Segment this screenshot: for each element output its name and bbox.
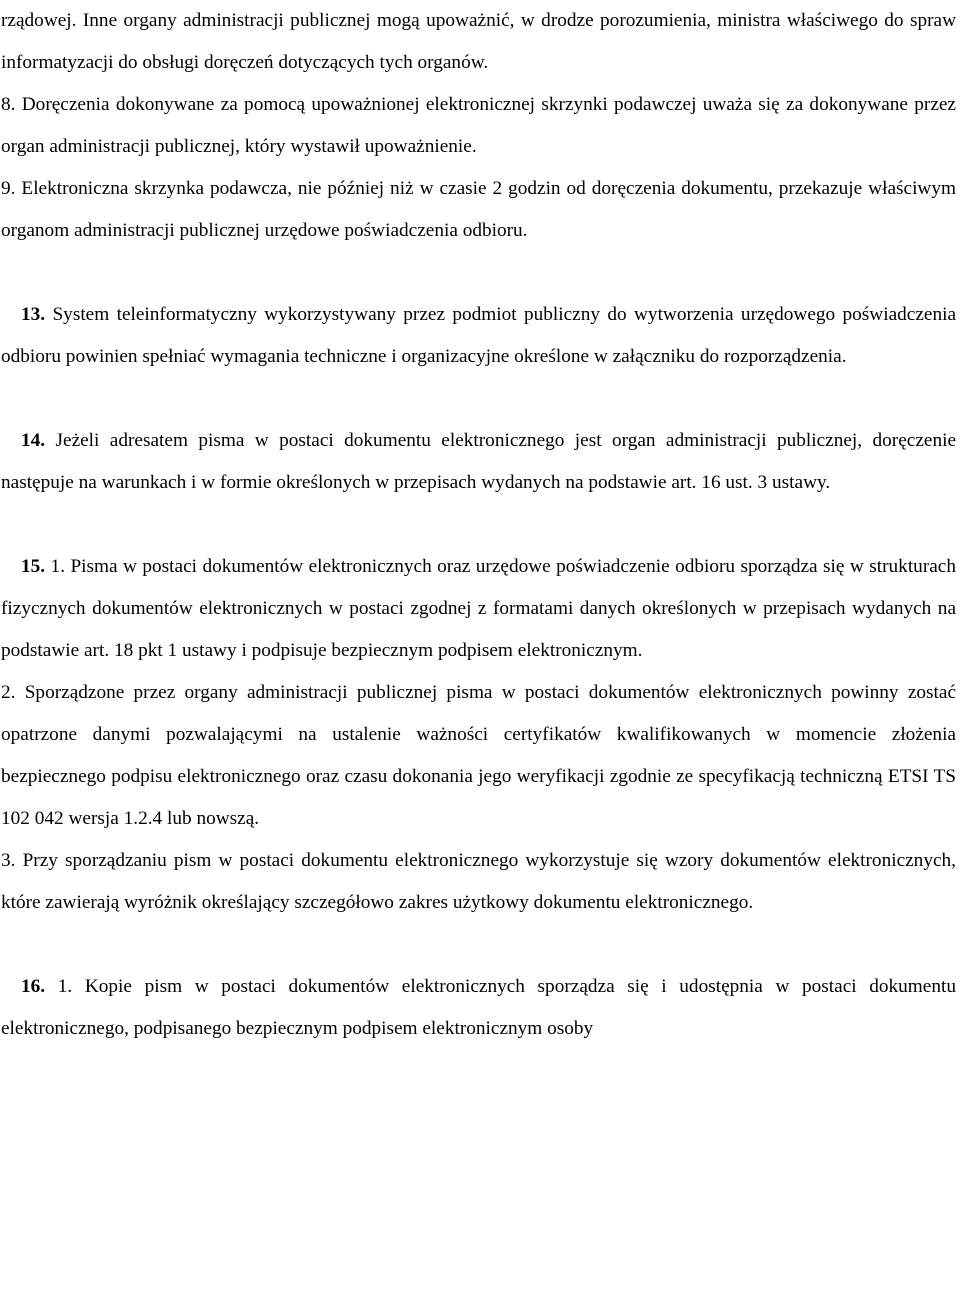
paragraph-text: System teleinformatyczny wykorzystywany przez podmiot publiczny do wytworzenia urzędowego poświadczenia odbioru powinien spełniać wymagania techniczne i organizacyjne określone w załączniku do rozporządzenia. bbox=[1, 304, 956, 367]
paragraph-section-16 bbox=[1, 966, 956, 1050]
paragraph-text: 1. Pisma w postaci dokumentów elektronicznych oraz urzędowe poświadczenie odbioru sporządza się w strukturach fizycznych dokumentów elektronicznych w postaci zgodnej z formatami danych określonych w przepisach wydanych na podstawie art. 18 pkt 1 ustawy i podpisuje bezpiecznym podpisem elektronicznym. bbox=[1, 556, 956, 661]
paragraph-section-13 bbox=[1, 294, 956, 378]
paragraph-text: 3. Przy sporządzaniu pism w postaci dokumentu elektronicznego wykorzystuje się wzory dokumentów elektronicznych, które zawierają wyróżnik określający szczegółowo zakres użytkowy dokumentu elektronicznego. bbox=[1, 850, 956, 913]
paragraph-section-15 bbox=[1, 546, 956, 672]
section-number: 15. bbox=[21, 556, 46, 577]
paragraph-text: 1. Kopie pism w postaci dokumentów elektronicznych sporządza się i udostępnia w postaci dokumentu elektronicznego, podpisanego bezpiecznym podpisem elektronicznym osoby bbox=[1, 976, 956, 1039]
paragraph-section-15-point-3 bbox=[1, 840, 956, 924]
section-number: 16. bbox=[21, 976, 46, 997]
paragraph-text: 2. Sporządzone przez organy administracji publicznej pisma w postaci dokumentów elektronicznych powinny zostać opatrzone danymi pozwalającymi na ustalenie ważności certyfikatów kwalifikowanych w momencie złożenia bezpiecznego podpisu elektronicznego oraz czasu dokonania jego weryfikacji zgodnie ze specyfikacją techniczną ETSI TS 102 042 wersja 1.2.4 lub nowszą. bbox=[1, 682, 956, 829]
paragraph-point-9 bbox=[1, 168, 956, 252]
paragraph-text: 8. Doręczenia dokonywane za pomocą upoważnionej elektronicznej skrzynki podawczej uważa się za dokonywane przez organ administracji publicznej, który wystawił upoważnienie. bbox=[1, 94, 956, 157]
section-number: 14. bbox=[21, 430, 46, 451]
paragraph-point-8 bbox=[1, 84, 956, 168]
paragraph-section-15-point-2 bbox=[1, 672, 956, 840]
paragraph-text: rządowej. Inne organy administracji publicznej mogą upoważnić, w drodze porozumienia, ministra właściwego do spraw informatyzacji do obsługi doręczeń dotyczących tych organów. bbox=[1, 10, 956, 73]
paragraph-text: 9. Elektroniczna skrzynka podawcza, nie później niż w czasie 2 godzin od doręczenia dokumentu, przekazuje właściwym organom administracji publicznej urzędowe poświadczenia odbioru. bbox=[1, 178, 956, 241]
section-number: 13. bbox=[21, 304, 46, 325]
paragraph-section-14 bbox=[1, 420, 956, 504]
paragraph-text: Jeżeli adresatem pisma w postaci dokumentu elektronicznego jest organ administracji publicznej, doręczenie następuje na warunkach i w formie określonych w przepisach wydanych na podstawie art. 16 ust. 3 ustawy. bbox=[1, 430, 956, 493]
paragraph-continuation bbox=[1, 0, 956, 84]
